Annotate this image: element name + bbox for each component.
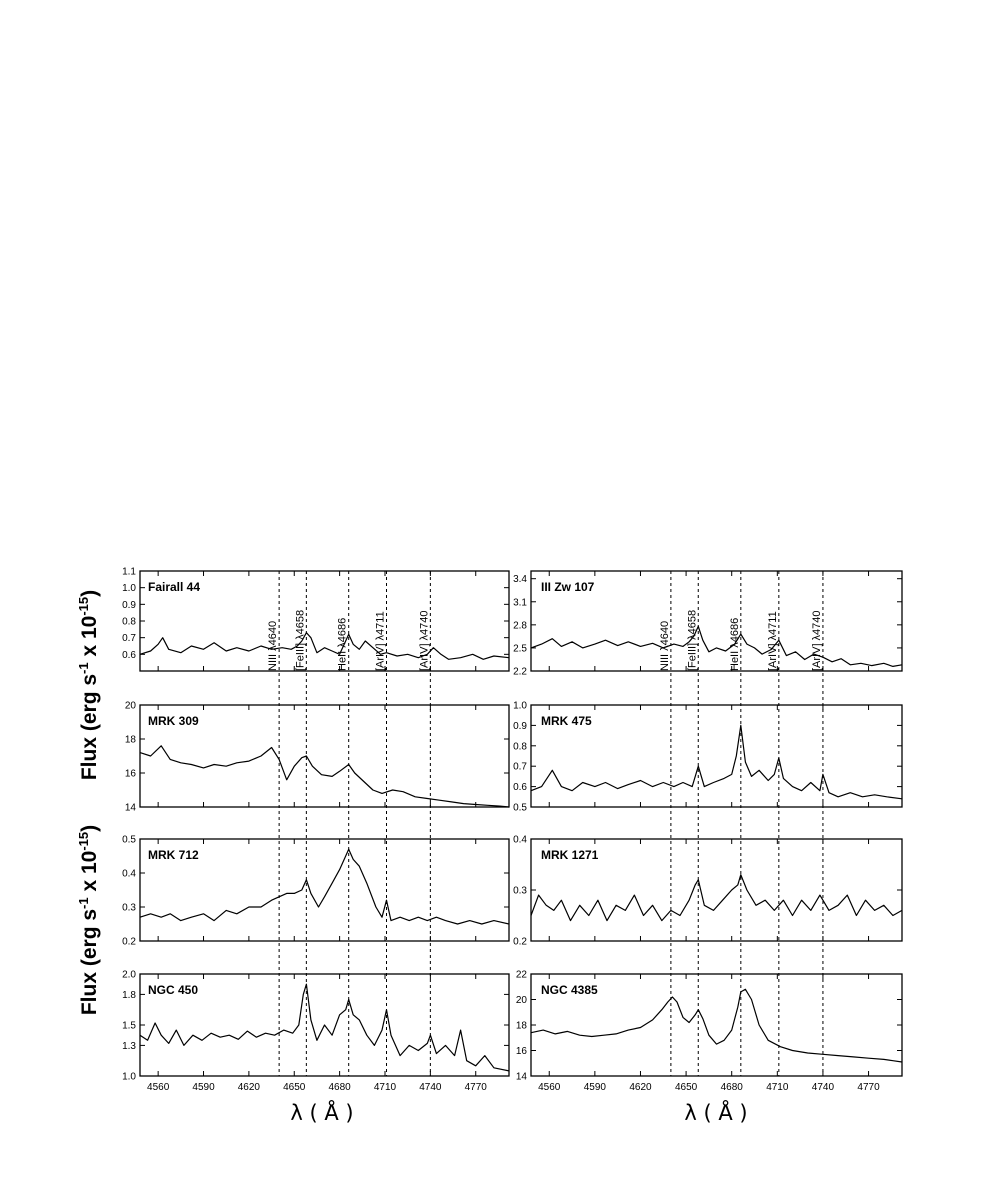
- y-tick-label: 0.7: [122, 633, 136, 645]
- x-axis-title-right: λ ( Å ): [684, 1101, 748, 1125]
- y-tick-label: 0.7: [513, 761, 527, 773]
- x-tick-label: 4770: [464, 1082, 487, 1093]
- emission-line-label: HeII λ4686: [728, 617, 741, 671]
- emission-line-label: [ArIV] λ4740: [810, 610, 823, 671]
- y-tick-label: 18: [515, 1020, 527, 1032]
- emission-line-label: [FeIII] λ4658: [294, 609, 307, 671]
- x-tick-label: 4710: [766, 1082, 789, 1093]
- object-label: III Zw 107: [541, 580, 595, 594]
- y-tick-label: 0.4: [122, 868, 136, 880]
- y-tick-label: 2.0: [122, 969, 136, 981]
- y-tick-label: 16: [515, 1046, 527, 1057]
- x-tick-label: 4620: [629, 1082, 652, 1093]
- x-tick-label: 4590: [192, 1082, 215, 1093]
- y-tick-label: 14: [124, 802, 136, 814]
- y-tick-label: 0.2: [513, 936, 527, 948]
- y-tick-label: 1.0: [122, 1071, 136, 1083]
- x-axis-title-left: λ ( Å ): [290, 1101, 354, 1125]
- x-tick-label: 4740: [419, 1082, 442, 1093]
- x-tick-label: 4650: [283, 1082, 306, 1093]
- emission-line-label: [ArIV] λ4740: [418, 610, 431, 671]
- x-tick-label: 4590: [583, 1082, 606, 1093]
- y-tick-label: 0.8: [513, 741, 527, 753]
- emission-line-label: NIII λ4640: [267, 620, 280, 671]
- y-tick-label: 3.1: [513, 597, 527, 609]
- y-tick-label: 3.4: [513, 574, 527, 586]
- x-tick-label: 4770: [857, 1082, 880, 1093]
- y-tick-label: 1.3: [122, 1040, 136, 1052]
- y-tick-label: 0.5: [513, 802, 527, 814]
- y-tick-label: 2.5: [513, 643, 527, 655]
- x-tick-label: 4710: [373, 1082, 397, 1093]
- y-tick-label: 1.0: [122, 583, 136, 595]
- y-tick-label: 14: [515, 1071, 527, 1083]
- y-tick-label: 0.6: [122, 649, 136, 661]
- y-tick-label: 0.4: [513, 834, 527, 846]
- x-tick-label: 4740: [811, 1082, 835, 1093]
- emission-line-label: [FeIII] λ4658: [686, 609, 699, 671]
- y-tick-label: 0.9: [513, 720, 527, 732]
- x-tick-label: 4620: [237, 1082, 261, 1093]
- y-tick-label: 16: [124, 768, 136, 780]
- y-tick-label: 18: [124, 734, 136, 746]
- y-tick-label: 0.6: [513, 782, 527, 794]
- y-tick-label: 1.0: [513, 700, 527, 712]
- object-label: Fairall 44: [148, 580, 201, 594]
- y-tick-label: 2.2: [513, 666, 527, 678]
- x-tick-label: 4680: [328, 1082, 351, 1093]
- y-tick-label: 0.3: [513, 885, 527, 897]
- object-label: MRK 712: [148, 848, 199, 862]
- emission-line-label: [ArIV] λ4711: [374, 611, 387, 671]
- y-tick-label: 1.1: [122, 566, 136, 578]
- object-label: NGC 450: [148, 983, 199, 997]
- object-label: MRK 1271: [541, 848, 599, 862]
- emission-line-label: NIII λ4640: [658, 620, 671, 671]
- object-label: NGC 4385: [541, 983, 598, 997]
- y-tick-label: 0.5: [122, 834, 136, 846]
- x-tick-label: 4650: [674, 1082, 698, 1093]
- y-axis-title-bottom: Flux (erg $s^{-1}$ x $10^{-15}$): [76, 824, 101, 1016]
- y-tick-label: 20: [124, 700, 136, 712]
- y-tick-label: 2.8: [513, 620, 527, 632]
- y-tick-label: 22: [515, 969, 527, 981]
- x-tick-label: 4680: [720, 1082, 743, 1093]
- y-tick-label: 20: [515, 995, 527, 1006]
- y-axis-title-top: Flux (erg $s^{-1}$ x $10^{-15}$): [76, 589, 101, 781]
- y-tick-label: 0.2: [122, 936, 136, 948]
- y-tick-label: 0.3: [122, 902, 136, 914]
- x-tick-label: 4560: [147, 1082, 170, 1093]
- emission-line-label: [ArIV] λ4711: [766, 611, 779, 671]
- y-tick-label: 1.8: [122, 989, 136, 1001]
- y-tick-label: 0.8: [122, 616, 136, 628]
- x-tick-label: 4560: [538, 1082, 561, 1093]
- object-label: MRK 475: [541, 714, 592, 728]
- object-label: MRK 309: [148, 714, 199, 728]
- y-tick-label: 0.9: [122, 599, 136, 611]
- y-tick-label: 1.5: [122, 1020, 136, 1032]
- emission-line-label: HeII λ4686: [336, 617, 349, 671]
